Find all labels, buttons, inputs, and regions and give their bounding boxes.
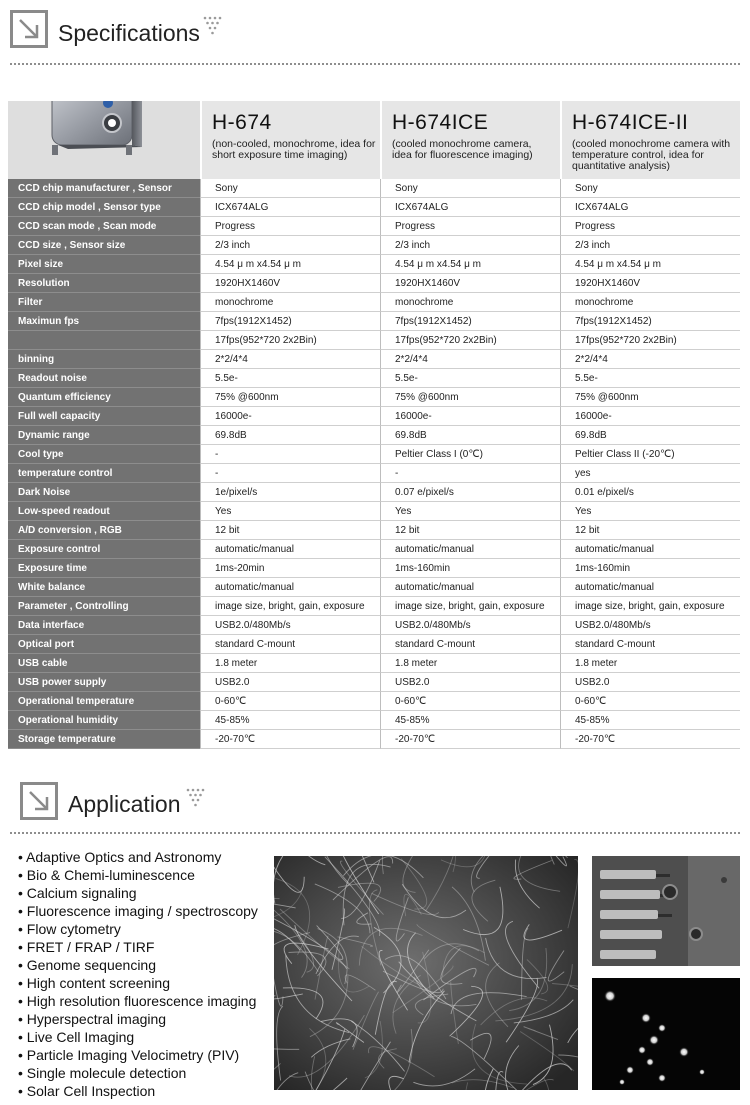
row-value: automatic/manual xyxy=(200,578,380,597)
row-value: 75% @600nm xyxy=(380,388,560,407)
row-value: image size, bright, gain, exposure xyxy=(380,597,560,616)
table-row xyxy=(8,616,740,635)
row-value: image size, bright, gain, exposure xyxy=(560,597,740,616)
row-value: automatic/manual xyxy=(380,540,560,559)
row-value: Yes xyxy=(380,502,560,521)
row-label: USB cable xyxy=(8,654,200,673)
table-row xyxy=(8,559,740,578)
row-label: CCD chip model , Sensor type xyxy=(8,198,200,217)
row-value: 1ms-160min xyxy=(560,559,740,578)
row-label: Cool type xyxy=(8,445,200,464)
table-row xyxy=(8,388,740,407)
table-row xyxy=(8,407,740,426)
list-item: • Solar Cell Inspection xyxy=(18,1082,278,1100)
arrow-down-right-icon xyxy=(20,782,58,820)
row-value: monochrome xyxy=(200,293,380,312)
row-value: Peltier Class I (0℃) xyxy=(380,445,560,464)
row-value: USB2.0/480Mb/s xyxy=(200,616,380,635)
row-label: A/D conversion , RGB xyxy=(8,521,200,540)
row-value: monochrome xyxy=(560,293,740,312)
row-value: Sony xyxy=(200,179,380,198)
row-value: 7fps(1912X1452) xyxy=(560,312,740,331)
row-value: 5.5e- xyxy=(200,369,380,388)
list-item: • Adaptive Optics and Astronomy xyxy=(18,848,278,866)
row-value: Yes xyxy=(200,502,380,521)
table-row xyxy=(8,369,740,388)
row-value: 45-85% xyxy=(200,711,380,730)
row-value: ICX674ALG xyxy=(200,198,380,217)
section-title-application: Application xyxy=(68,791,181,817)
row-value: 0.01 e/pixel/s xyxy=(560,483,740,502)
row-value: standard C-mount xyxy=(200,635,380,654)
table-row xyxy=(8,711,740,730)
list-item: • Single molecule detection xyxy=(18,1064,278,1082)
row-label: USB power supply xyxy=(8,673,200,692)
list-item: • High content screening xyxy=(18,974,278,992)
row-value: 4.54 μ m x4.54 μ m xyxy=(380,255,560,274)
list-item: • FRET / FRAP / TIRF xyxy=(18,938,278,956)
table-row xyxy=(8,179,740,198)
table-row xyxy=(8,312,740,331)
row-value: automatic/manual xyxy=(560,540,740,559)
row-value: Progress xyxy=(380,217,560,236)
row-value: automatic/manual xyxy=(560,578,740,597)
row-value: 45-85% xyxy=(380,711,560,730)
row-label: binning xyxy=(8,350,200,369)
camera-image xyxy=(8,101,200,179)
section-divider xyxy=(10,63,740,65)
row-value: Peltier Class II (-20℃) xyxy=(560,445,740,464)
list-item: • Fluorescence imaging / spectroscopy xyxy=(18,902,278,920)
row-label: Exposure control xyxy=(8,540,200,559)
row-value: 1.8 meter xyxy=(380,654,560,673)
model-description: (non-cooled, monochrome, idea for short exposure time imaging) xyxy=(212,138,376,161)
row-label: temperature control xyxy=(8,464,200,483)
row-label: Full well capacity xyxy=(8,407,200,426)
table-row xyxy=(8,483,740,502)
row-label: CCD scan mode , Scan mode xyxy=(8,217,200,236)
row-value: 0-60℃ xyxy=(200,692,380,711)
row-value: 16000e- xyxy=(200,407,380,426)
row-value: ICX674ALG xyxy=(560,198,740,217)
table-body xyxy=(8,179,740,749)
row-label: Optical port xyxy=(8,635,200,654)
fluorescence-cells-image xyxy=(592,978,740,1090)
row-value: 2/3 inch xyxy=(560,236,740,255)
row-value: 12 bit xyxy=(200,521,380,540)
table-row xyxy=(8,692,740,711)
specifications-table xyxy=(8,101,740,749)
row-value: ICX674ALG xyxy=(380,198,560,217)
row-value: automatic/manual xyxy=(380,578,560,597)
list-item: • Hyperspectral imaging xyxy=(18,1010,278,1028)
row-label: Dark Noise xyxy=(8,483,200,502)
table-row xyxy=(8,255,740,274)
application-list xyxy=(18,848,278,1100)
list-item: • Bio & Chemi-luminescence xyxy=(18,866,278,884)
row-value: - xyxy=(380,464,560,483)
model-description: (cooled monochrome camera, idea for fluorescence imaging) xyxy=(392,138,533,161)
row-value: 1.8 meter xyxy=(560,654,740,673)
table-row xyxy=(8,673,740,692)
list-item: • Calcium signaling xyxy=(18,884,278,902)
list-item: • Particle Imaging Velocimetry (PIV) xyxy=(18,1046,278,1064)
row-value: yes xyxy=(560,464,740,483)
table-row xyxy=(8,198,740,217)
row-label: Resolution xyxy=(8,274,200,293)
triangle-dots-icon xyxy=(186,788,206,808)
table-row xyxy=(8,293,740,312)
row-value: 1920HX1460V xyxy=(560,274,740,293)
table-row xyxy=(8,521,740,540)
row-label: Quantum efficiency xyxy=(8,388,200,407)
table-row xyxy=(8,635,740,654)
row-value: 1e/pixel/s xyxy=(200,483,380,502)
row-label: Parameter , Controlling xyxy=(8,597,200,616)
row-value: Sony xyxy=(560,179,740,198)
row-value: standard C-mount xyxy=(560,635,740,654)
row-value: 17fps(952*720 2x2Bin) xyxy=(380,331,560,350)
model-name: H-674 xyxy=(212,111,272,134)
row-value: Progress xyxy=(560,217,740,236)
row-value: 4.54 μ m x4.54 μ m xyxy=(560,255,740,274)
row-value: 0-60℃ xyxy=(380,692,560,711)
row-value: 1920HX1460V xyxy=(200,274,380,293)
row-value: 7fps(1912X1452) xyxy=(380,312,560,331)
table-row xyxy=(8,540,740,559)
row-value: 0.07 e/pixel/s xyxy=(380,483,560,502)
row-value: 16000e- xyxy=(560,407,740,426)
row-value: USB2.0/480Mb/s xyxy=(560,616,740,635)
row-label: Maximun fps xyxy=(8,312,200,331)
table-row xyxy=(8,445,740,464)
row-value: standard C-mount xyxy=(380,635,560,654)
row-value: 1.8 meter xyxy=(200,654,380,673)
model-column-1 xyxy=(200,101,380,179)
model-name: H-674ICE-II xyxy=(572,111,689,134)
row-value: 69.8dB xyxy=(200,426,380,445)
row-value: 2*2/4*4 xyxy=(560,350,740,369)
row-value: 69.8dB xyxy=(560,426,740,445)
table-row xyxy=(8,730,740,749)
table-row xyxy=(8,578,740,597)
model-column-3 xyxy=(560,101,740,179)
row-value: 2*2/4*4 xyxy=(200,350,380,369)
row-value: 45-85% xyxy=(560,711,740,730)
row-label: Operational temperature xyxy=(8,692,200,711)
row-value: monochrome xyxy=(380,293,560,312)
row-value: 2*2/4*4 xyxy=(380,350,560,369)
table-row xyxy=(8,654,740,673)
row-value: 17fps(952*720 2x2Bin) xyxy=(560,331,740,350)
table-header xyxy=(8,101,740,179)
table-row xyxy=(8,217,740,236)
row-value: 1ms-20min xyxy=(200,559,380,578)
table-row xyxy=(8,274,740,293)
table-row xyxy=(8,426,740,445)
specifications-header xyxy=(8,10,748,60)
arrow-down-right-icon xyxy=(10,10,48,48)
circuit-microscopy-image xyxy=(592,856,740,966)
fiber-microscopy-image xyxy=(274,856,578,1090)
row-value: USB2.0 xyxy=(560,673,740,692)
list-item: • Genome sequencing xyxy=(18,956,278,974)
row-label: CCD size , Sensor size xyxy=(8,236,200,255)
row-value: 0-60℃ xyxy=(560,692,740,711)
row-value: -20-70℃ xyxy=(560,730,740,749)
row-label: White balance xyxy=(8,578,200,597)
application-header xyxy=(8,782,748,832)
table-row xyxy=(8,331,740,350)
row-label: Pixel size xyxy=(8,255,200,274)
row-label: Data interface xyxy=(8,616,200,635)
row-label: Readout noise xyxy=(8,369,200,388)
row-value: 5.5e- xyxy=(380,369,560,388)
row-label: Operational humidity xyxy=(8,711,200,730)
row-value: -20-70℃ xyxy=(200,730,380,749)
row-value: 2/3 inch xyxy=(200,236,380,255)
row-value: 17fps(952*720 2x2Bin) xyxy=(200,331,380,350)
row-label: Storage temperature xyxy=(8,730,200,749)
model-description: (cooled monochrome camera with temperature control, idea for quantitative analysis) xyxy=(572,138,731,172)
row-label: Exposure time xyxy=(8,559,200,578)
table-row xyxy=(8,502,740,521)
row-value: 4.54 μ m x4.54 μ m xyxy=(200,255,380,274)
row-value: 5.5e- xyxy=(560,369,740,388)
row-value: 75% @600nm xyxy=(200,388,380,407)
table-row xyxy=(8,350,740,369)
section-divider xyxy=(10,832,740,834)
row-value: 75% @600nm xyxy=(560,388,740,407)
row-value: 1920HX1460V xyxy=(380,274,560,293)
row-value: USB2.0 xyxy=(200,673,380,692)
row-value: Yes xyxy=(560,502,740,521)
row-label: Dynamic range xyxy=(8,426,200,445)
row-label: CCD chip manufacturer , Sensor xyxy=(8,179,200,198)
row-value: 69.8dB xyxy=(380,426,560,445)
model-column-2 xyxy=(380,101,560,179)
row-value: - xyxy=(200,445,380,464)
triangle-dots-icon xyxy=(203,16,223,36)
row-value: 12 bit xyxy=(560,521,740,540)
table-row xyxy=(8,464,740,483)
list-item: • Live Cell Imaging xyxy=(18,1028,278,1046)
row-value: 1ms-160min xyxy=(380,559,560,578)
row-value: USB2.0 xyxy=(380,673,560,692)
row-value: 7fps(1912X1452) xyxy=(200,312,380,331)
row-label: Low-speed readout xyxy=(8,502,200,521)
row-label xyxy=(8,331,200,350)
model-name: H-674ICE xyxy=(392,111,489,134)
section-title-specifications: Specifications xyxy=(58,20,200,46)
row-value: image size, bright, gain, exposure xyxy=(200,597,380,616)
list-item: • Flow cytometry xyxy=(18,920,278,938)
row-value: 2/3 inch xyxy=(380,236,560,255)
row-value: - xyxy=(200,464,380,483)
row-value: Progress xyxy=(200,217,380,236)
list-item: • High resolution fluorescence imaging xyxy=(18,992,278,1010)
table-row xyxy=(8,236,740,255)
row-label: Filter xyxy=(8,293,200,312)
row-value: USB2.0/480Mb/s xyxy=(380,616,560,635)
row-value: -20-70℃ xyxy=(380,730,560,749)
row-value: 16000e- xyxy=(380,407,560,426)
table-row xyxy=(8,597,740,616)
row-value: automatic/manual xyxy=(200,540,380,559)
row-value: 12 bit xyxy=(380,521,560,540)
row-value: Sony xyxy=(380,179,560,198)
